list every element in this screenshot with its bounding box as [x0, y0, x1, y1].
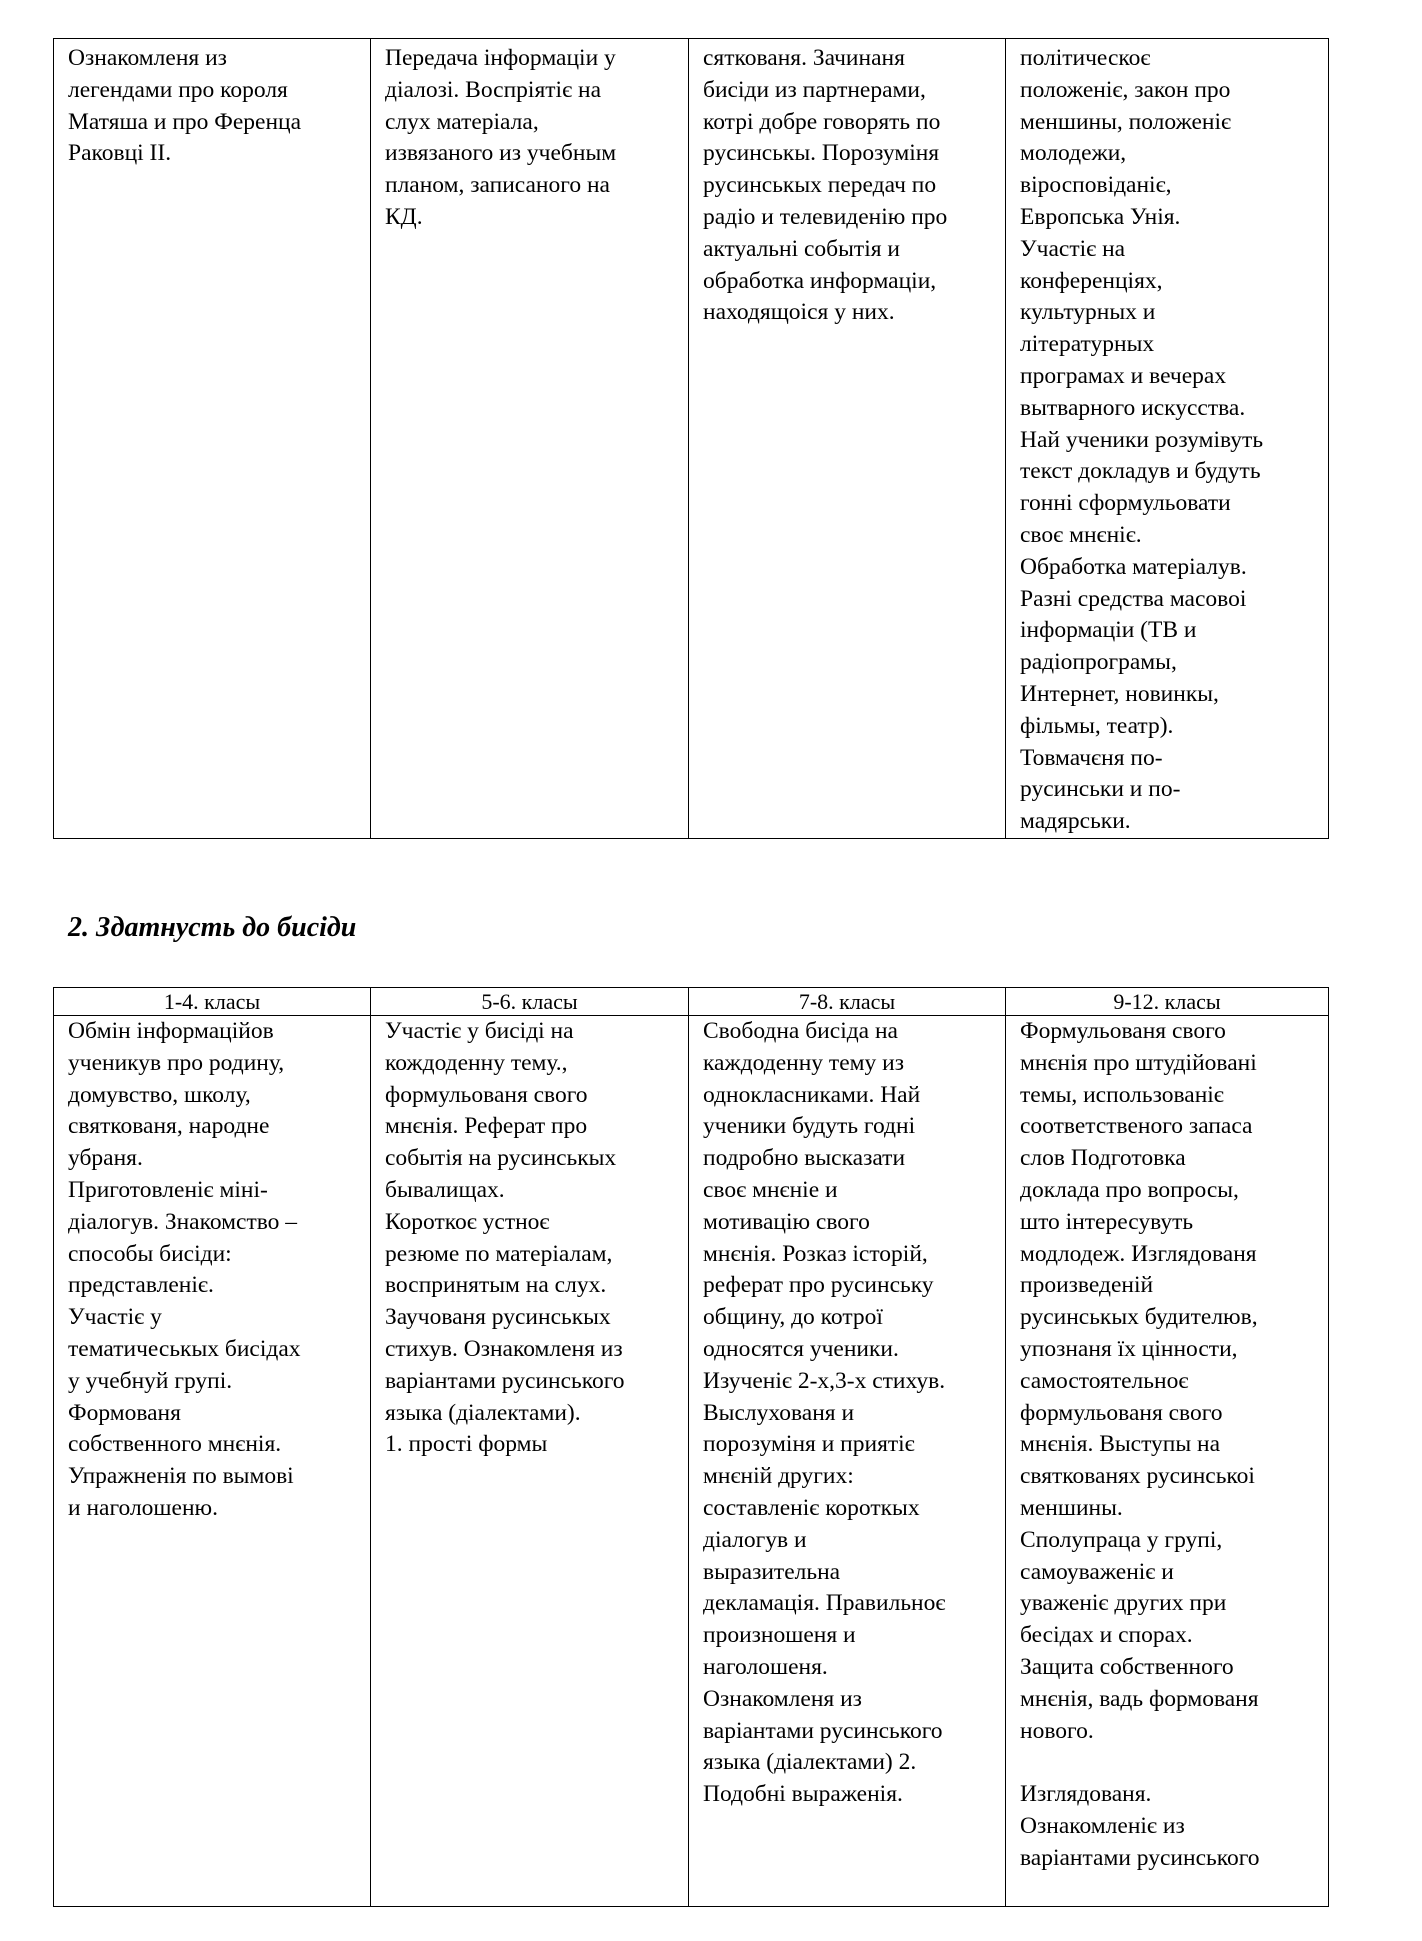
- table-cell-grades-5-6: Передача інформаціи у діалозі. Воспріятіє на слух матеріала, извязаного из учебным планом, записаного на КД.: [371, 39, 689, 839]
- column-header-grades-1-4: 1-4. класы: [54, 988, 371, 1016]
- table-cell-grades-9-12: політическоє положеніє, закон про меншины, положеніє молодежи, віросповіданіє, Европська Унія. Участіє на конференціях, культурных и літературных програмах и вечерах вытварного искусства. Най ученики розумівуть текст докладув и будуть гонні сформульовати своє мнєніє. Обработка матеріалув. Разні средства масовоі інформаціи (ТВ и радіопрограмы, Интернет, новинкы, фільмы, театр). Товмачєня по- русинськи и по- мадярськи.: [1006, 39, 1329, 839]
- column-header-grades-7-8: 7-8. класы: [689, 988, 1006, 1016]
- column-header-grades-9-12: 9-12. класы: [1006, 988, 1329, 1016]
- table-cell-grades-1-4: Ознакомленя из легендами про короля Матяша и про Ференца Раковці II.: [54, 39, 371, 839]
- table-row: [54, 1016, 1329, 1907]
- table-cell-grades-7-8: Свободна бисіда на каждоденну тему из однокласниками. Най ученики будуть годні подробно высказати своє мнєніе и мотивацію свого мнєнія. Розказ історій, реферат про русинську общину, до котрої односятся ученики. Изученіє 2-х,3-х стихув. Выслухованя и порозуміня и приятіє мнєній других: составленіє короткых діалогув и выразительна декламація. Правильноє произношеня и наголошеня. Ознакомленя из варіантами русинського языка (діалектами) 2. Подобні выраженія.: [689, 1016, 1006, 1907]
- table-row: [54, 39, 1329, 839]
- table-cell-grades-5-6: Участіє у бисіді на кождоденну тему., формульованя свого мнєнія. Реферат про событія на русинськых бывалищах. Короткоє устноє резюме по матеріалам, воспринятым на слух. Заучованя русинськых стихув. Ознакомленя из варіантами русинського языка (діалектами). 1. простi формы: [371, 1016, 689, 1907]
- speaking-skills-table: [53, 987, 1329, 1907]
- table-cell-grades-1-4: Обмін інформаційов ученикув про родину, домувство, школу, святкованя, народне убраня. Приготовленіє міні- діалогув. Знакомство – способы бисіди: представленіє. Участіє у тематичеськых бисідах у учебнуй групі. Формованя собственного мнєнія. Упражненія по вымові и наголошеню.: [54, 1016, 371, 1907]
- curriculum-table-continued: [53, 38, 1329, 839]
- table-cell-grades-9-12: Формульованя свого мнєнія про штудійовані темы, использованіє соответственого запаса слов Подготовка доклада про вопросы, што інтересувуть модлодеж. Изглядованя произведеній русинськых будителюв, упознаня їх цінности, самостоятельноє формульованя свого мнєнія. Выступы на святкованях русинськоі меншины. Сполупраца у групі, самоуваженіє и уваженіє других при бесідах и спорах. Защита собственного мнєнія, вадь формованя нового. Изглядованя. Ознакомленіє из варіантами русинського: [1006, 1016, 1329, 1907]
- table-header-row: [54, 988, 1329, 1016]
- section-heading: 2. Здатнусть до бисіди: [68, 912, 357, 943]
- column-header-grades-5-6: 5-6. класы: [371, 988, 689, 1016]
- table-cell-grades-7-8: сяткованя. Зачинаня бисіди из партнерами, котрі добре говорять по русинськы. Порозуміня русинськых передач по радіо и телевиденію про актуальні событія и обработка информаціи, находящоіся у них.: [689, 39, 1006, 839]
